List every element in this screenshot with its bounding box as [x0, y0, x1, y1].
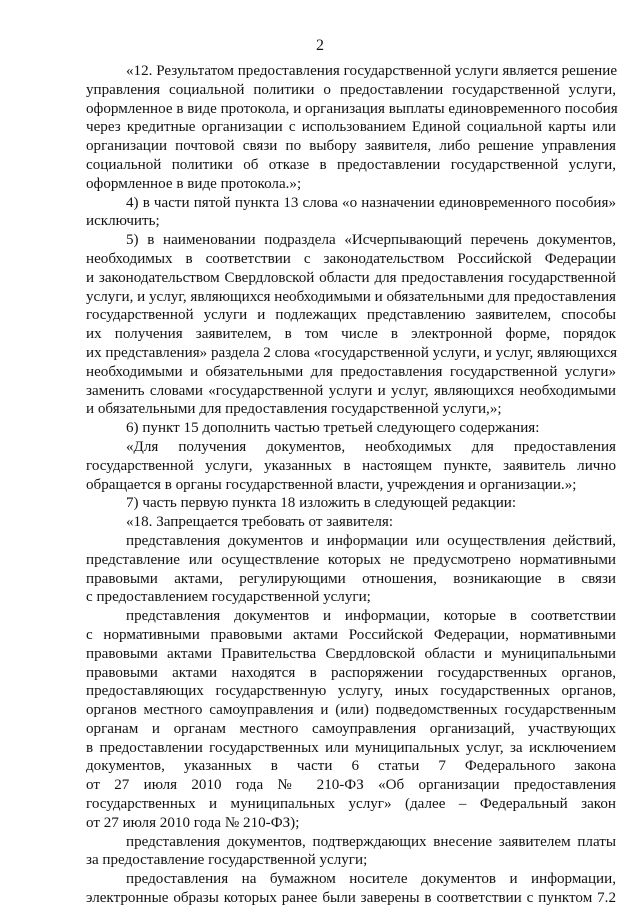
text-line: правовыми актами Правительства Свердловской области и муниципальными	[86, 645, 616, 662]
text-line: органов местного самоуправления и (или) подведомственных государственным	[86, 702, 616, 719]
text-line: необходимыми и обязательными для предоставления государственной услуги»	[86, 363, 616, 380]
text-line: с предоставлением государственной услуги;	[86, 589, 371, 606]
text-line: 5) в наименовании подраздела «Исчерпывающий перечень документов,	[126, 232, 616, 249]
text-line: документов, указанных в части 6 статьи 7 Федерального закона	[86, 758, 616, 775]
text-line: 4) в части пятой пункта 13 слова «о назначении единовременного пособия»	[126, 194, 616, 211]
text-line: органам и органам местного самоуправления организаций, участвующих	[86, 720, 616, 737]
text-line: социальной политики об отказе в предоставлении государственной услуги,	[86, 156, 616, 173]
text-line: заменить словами «государственной услуги и услуг, являющихся необходимыми	[86, 382, 616, 399]
text-line: «Для получения документов, необходимых для предоставления	[126, 438, 616, 455]
text-line: государственной услуги и подлежащих представлению заявителем, способы	[86, 307, 616, 324]
text-line: представление или осуществление которых не предусмотрено нормативными	[86, 551, 616, 568]
text-line: предоставления на бумажном носителе документов и информации,	[126, 871, 616, 888]
text-line: 7) часть первую пункта 18 изложить в следующей редакции:	[126, 495, 517, 512]
text-line: правовыми актами, регулирующими отношения, возникающие в связи	[86, 570, 616, 587]
text-line: услуги, и услуг, являющихся необходимыми и обязательными для предоставления	[86, 288, 616, 305]
text-line: 6) пункт 15 дополнить частью третьей следующего содержания:	[126, 420, 540, 437]
document-body	[86, 62, 616, 908]
text-line: их представления» раздела 2 слова «государственной услуги, и услуг, являющихся	[86, 344, 618, 361]
text-line: «12. Результатом предоставления государственной услуги является решение	[126, 63, 618, 79]
text-line: оформленное в виде протокола, и организация выплаты единовременного пособия	[86, 100, 618, 117]
page-number: 2	[316, 37, 324, 54]
text-line: за предоставление государственной услуги;	[86, 852, 368, 869]
text-line: с нормативными правовыми актами Российской Федерации, нормативными	[86, 626, 616, 643]
text-line: представления документов и информации, которые в соответствии	[126, 608, 616, 625]
text-line: через кредитные организации с использованием Единой социальной карты или	[86, 119, 616, 136]
text-line: и обязательными для предоставления государственной услуги,»;	[86, 401, 502, 418]
text-line: «18. Запрещается требовать от заявителя:	[126, 514, 394, 531]
text-line: от 27 июля 2010 года № 210-ФЗ «Об организации предоставления	[86, 777, 616, 794]
text-line: оформленное в виде протокола.»;	[86, 175, 302, 192]
text-line: предоставляющих государственную услугу, иных государственных органов,	[86, 683, 616, 700]
text-line: исключить;	[86, 213, 160, 230]
text-line: представления документов и информации или осуществления действий,	[126, 532, 616, 549]
text-line: государственных и муниципальных услуг» (далее – Федеральный закон	[86, 796, 616, 813]
text-line: необходимых в соответствии с законодательством Российской Федерации	[86, 250, 616, 267]
text-line: государственной услуги, указанных в настоящем пункте, заявитель лично	[86, 457, 616, 474]
text-line: и законодательством Свердловской области для предоставления государственной	[86, 269, 616, 286]
text-line: электронные образы которых ранее были заверены в соответствии с пунктом 7.2	[86, 890, 616, 907]
text-line: правовыми актами находятся в распоряжении государственных органов,	[86, 664, 616, 681]
text-line: управления социальной политики о предоставлении государственной услуги,	[86, 81, 616, 98]
text-line: представления документов, подтверждающих внесение заявителем платы	[126, 833, 616, 850]
text-line: их получения заявителем, в том числе в электронной форме, порядок	[86, 326, 616, 343]
text-line: в предоставлении государственных или муниципальных услуг, за исключением	[86, 739, 616, 756]
text-line: от 27 июля 2010 года № 210-ФЗ);	[86, 814, 300, 831]
text-line: обращается в органы государственной власти, учреждения и организации.»;	[86, 476, 577, 493]
text-line: организации почтовой связи по выбору заявителя, либо решение управления	[86, 138, 616, 155]
